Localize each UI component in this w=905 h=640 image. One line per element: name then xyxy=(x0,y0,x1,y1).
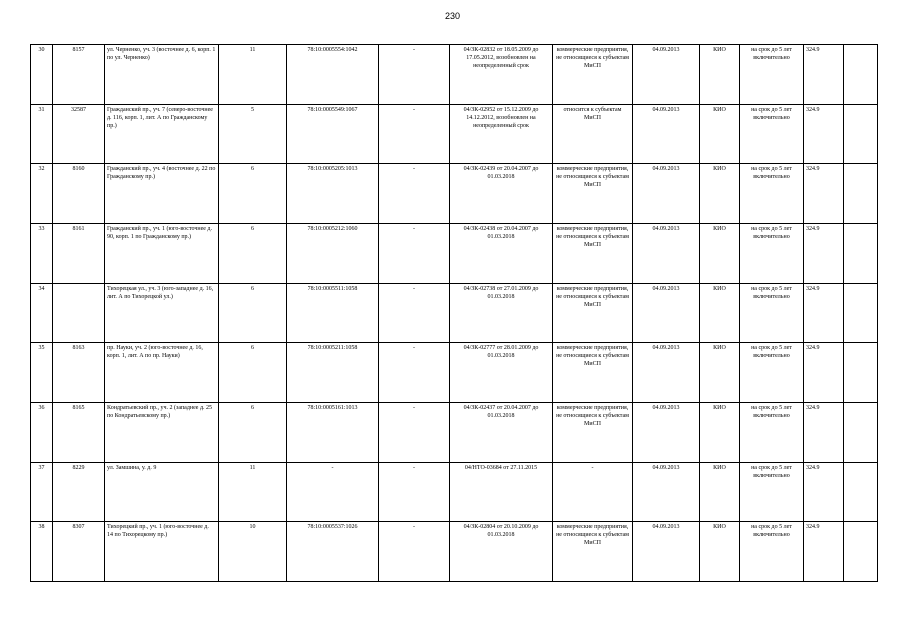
organization-cell: КИО xyxy=(700,522,740,582)
contract-cell: 04/ЗК-02738 от 27.01.2009 до 01.03.2018 xyxy=(450,283,553,343)
address-cell: Гражданский пр., уч. 4 (восточнее д. 22 по Гражданскому пр.) xyxy=(105,164,219,224)
row-number-cell: 33 xyxy=(31,223,53,283)
organization-cell: КИО xyxy=(700,223,740,283)
object-id-cell: 8229 xyxy=(53,462,105,522)
term-cell: на срок до 5 лет включительно xyxy=(740,223,804,283)
contract-cell: 04/ЗК-02952 от 15.12.2009 до 14.12.2012, возобновлен на неопределенный срок xyxy=(450,104,553,164)
organization-cell: КИО xyxy=(700,45,740,105)
category-cell: коммерческие предприятия, не относящиеся к субъектам МиСП xyxy=(553,522,633,582)
contract-cell: 04/ЗК-02439 от 20.04.2007 до 01.03.2018 xyxy=(450,164,553,224)
organization-cell: КИО xyxy=(700,462,740,522)
extra-cell: - xyxy=(379,104,450,164)
row-number-cell: 30 xyxy=(31,45,53,105)
term-cell: на срок до 5 лет включительно xyxy=(740,164,804,224)
cadastral-number-cell: 78:10:0005211:1058 xyxy=(287,343,379,403)
category-cell: - xyxy=(553,462,633,522)
contract-cell: 04/ЗК-02804 от 20.10.2009 до 01.03.2018 xyxy=(450,522,553,582)
empty-cell xyxy=(844,343,878,403)
empty-cell xyxy=(844,283,878,343)
row-number-cell: 37 xyxy=(31,462,53,522)
table-row xyxy=(31,45,878,105)
table-row xyxy=(31,462,878,522)
table-row xyxy=(31,104,878,164)
date-cell: 04.09.2013 xyxy=(633,522,700,582)
area-cell: 6 xyxy=(219,402,287,462)
area-cell: 11 xyxy=(219,45,287,105)
address-cell: Кондратьевский пр., уч. 2 (западнее д. 25 по Кондратьевскому пр.) xyxy=(105,402,219,462)
contract-cell: 04/ЗК-02438 от 20.04.2007 до 01.03.2018 xyxy=(450,223,553,283)
organization-cell: КИО xyxy=(700,343,740,403)
empty-cell xyxy=(844,164,878,224)
code-cell: 324.9 xyxy=(804,283,844,343)
table-row xyxy=(31,343,878,403)
cadastral-number-cell: 78:10:0005537:1026 xyxy=(287,522,379,582)
contract-cell: 04/НТО-03684 от 27.11.2015 xyxy=(450,462,553,522)
category-cell: коммерческие предприятия, не относящиеся к субъектам МиСП xyxy=(553,402,633,462)
cadastral-number-cell: 78:10:0005549:1067 xyxy=(287,104,379,164)
date-cell: 04.09.2013 xyxy=(633,283,700,343)
term-cell: на срок до 5 лет включительно xyxy=(740,45,804,105)
object-id-cell: 8165 xyxy=(53,402,105,462)
object-id-cell: 8160 xyxy=(53,164,105,224)
address-cell: Тихорецкий пр., уч. 1 (юго-восточнее д. 14 по Тихорецкому пр.) xyxy=(105,522,219,582)
row-number-cell: 32 xyxy=(31,164,53,224)
empty-cell xyxy=(844,104,878,164)
extra-cell: - xyxy=(379,283,450,343)
address-cell: Тихорецкая ул., уч. 3 (юго-западнее д. 16, лит. А по Тихорецкой ул.) xyxy=(105,283,219,343)
category-cell: относится к субъектам МиСП xyxy=(553,104,633,164)
area-cell: 5 xyxy=(219,104,287,164)
code-cell: 324.9 xyxy=(804,45,844,105)
code-cell: 324.9 xyxy=(804,522,844,582)
register-table xyxy=(30,44,878,582)
date-cell: 04.09.2013 xyxy=(633,104,700,164)
object-id-cell: 8161 xyxy=(53,223,105,283)
object-id-cell: 8307 xyxy=(53,522,105,582)
row-number-cell: 31 xyxy=(31,104,53,164)
object-id-cell: 8163 xyxy=(53,343,105,403)
category-cell: коммерческие предприятия, не относящиеся к субъектам МиСП xyxy=(553,164,633,224)
organization-cell: КИО xyxy=(700,283,740,343)
object-id-cell: 8157 xyxy=(53,45,105,105)
area-cell: 11 xyxy=(219,462,287,522)
row-number-cell: 36 xyxy=(31,402,53,462)
contract-cell: 04/ЗК-02832 от 18.05.2009 до 17.05.2012, возобновлен на неопределенный срок xyxy=(450,45,553,105)
address-cell: Гражданский пр., уч. 1 (юго-восточнее д. 90, корп. 1 по Гражданскому пр.) xyxy=(105,223,219,283)
code-cell: 324.9 xyxy=(804,223,844,283)
area-cell: 6 xyxy=(219,164,287,224)
cadastral-number-cell: 78:10:0005554:1042 xyxy=(287,45,379,105)
category-cell: коммерческие предприятия, не относящиеся к субъектам МиСП xyxy=(553,45,633,105)
code-cell: 324.9 xyxy=(804,462,844,522)
area-cell: 6 xyxy=(219,223,287,283)
date-cell: 04.09.2013 xyxy=(633,223,700,283)
object-id-cell: 32587 xyxy=(53,104,105,164)
term-cell: на срок до 5 лет включительно xyxy=(740,283,804,343)
empty-cell xyxy=(844,223,878,283)
category-cell: коммерческие предприятия, не относящиеся к субъектам МиСП xyxy=(553,223,633,283)
address-cell: пр. Науки, уч. 2 (юго-восточнее д. 16, корп. 1, лит. А по пр. Науки) xyxy=(105,343,219,403)
code-cell: 324.9 xyxy=(804,104,844,164)
empty-cell xyxy=(844,402,878,462)
extra-cell: - xyxy=(379,522,450,582)
empty-cell xyxy=(844,522,878,582)
cadastral-number-cell: 78:10:0005511:1058 xyxy=(287,283,379,343)
contract-cell: 04/ЗК-02437 от 20.04.2007 до 01.03.2018 xyxy=(450,402,553,462)
row-number-cell: 38 xyxy=(31,522,53,582)
page-number: 230 xyxy=(444,11,461,21)
term-cell: на срок до 5 лет включительно xyxy=(740,462,804,522)
cadastral-number-cell: 78:10:0005212:1060 xyxy=(287,223,379,283)
cadastral-number-cell: - xyxy=(287,462,379,522)
row-number-cell: 34 xyxy=(31,283,53,343)
organization-cell: КИО xyxy=(700,402,740,462)
category-cell: коммерческие предприятия, не относящиеся к субъектам МиСП xyxy=(553,283,633,343)
area-cell: 10 xyxy=(219,522,287,582)
address-cell: ул. Черненко, уч. 3 (восточнее д. 6, корп. 1 по ул. Черненко) xyxy=(105,45,219,105)
date-cell: 04.09.2013 xyxy=(633,462,700,522)
term-cell: на срок до 5 лет включительно xyxy=(740,343,804,403)
term-cell: на срок до 5 лет включительно xyxy=(740,522,804,582)
contract-cell: 04/ЗК-02777 от 28.01.2009 до 01.03.2018 xyxy=(450,343,553,403)
cadastral-number-cell: 78:10:0005205:1013 xyxy=(287,164,379,224)
cadastral-number-cell: 78:10:0005161:1013 xyxy=(287,402,379,462)
organization-cell: КИО xyxy=(700,164,740,224)
table-row xyxy=(31,164,878,224)
table-row xyxy=(31,402,878,462)
code-cell: 324.9 xyxy=(804,343,844,403)
organization-cell: КИО xyxy=(700,104,740,164)
area-cell: 6 xyxy=(219,343,287,403)
extra-cell: - xyxy=(379,45,450,105)
area-cell: 6 xyxy=(219,283,287,343)
table-body xyxy=(31,45,878,582)
date-cell: 04.09.2013 xyxy=(633,45,700,105)
extra-cell: - xyxy=(379,223,450,283)
extra-cell: - xyxy=(379,402,450,462)
extra-cell: - xyxy=(379,164,450,224)
category-cell: коммерческие предприятия, не относящиеся к субъектам МиСП xyxy=(553,343,633,403)
term-cell: на срок до 5 лет включительно xyxy=(740,402,804,462)
empty-cell xyxy=(844,45,878,105)
object-id-cell xyxy=(53,283,105,343)
term-cell: на срок до 5 лет включительно xyxy=(740,104,804,164)
date-cell: 04.09.2013 xyxy=(633,343,700,403)
table-row xyxy=(31,283,878,343)
empty-cell xyxy=(844,462,878,522)
date-cell: 04.09.2013 xyxy=(633,402,700,462)
row-number-cell: 35 xyxy=(31,343,53,403)
code-cell: 324.9 xyxy=(804,402,844,462)
date-cell: 04.09.2013 xyxy=(633,164,700,224)
extra-cell: - xyxy=(379,462,450,522)
address-cell: ул. Замшина, у. д. 9 xyxy=(105,462,219,522)
code-cell: 324.9 xyxy=(804,164,844,224)
table-row xyxy=(31,223,878,283)
table-row xyxy=(31,522,878,582)
address-cell: Гражданский пр., уч. 7 (северо-восточнее д. 116, корп. 1, лит. А по Гражданскому пр.) xyxy=(105,104,219,164)
extra-cell: - xyxy=(379,343,450,403)
